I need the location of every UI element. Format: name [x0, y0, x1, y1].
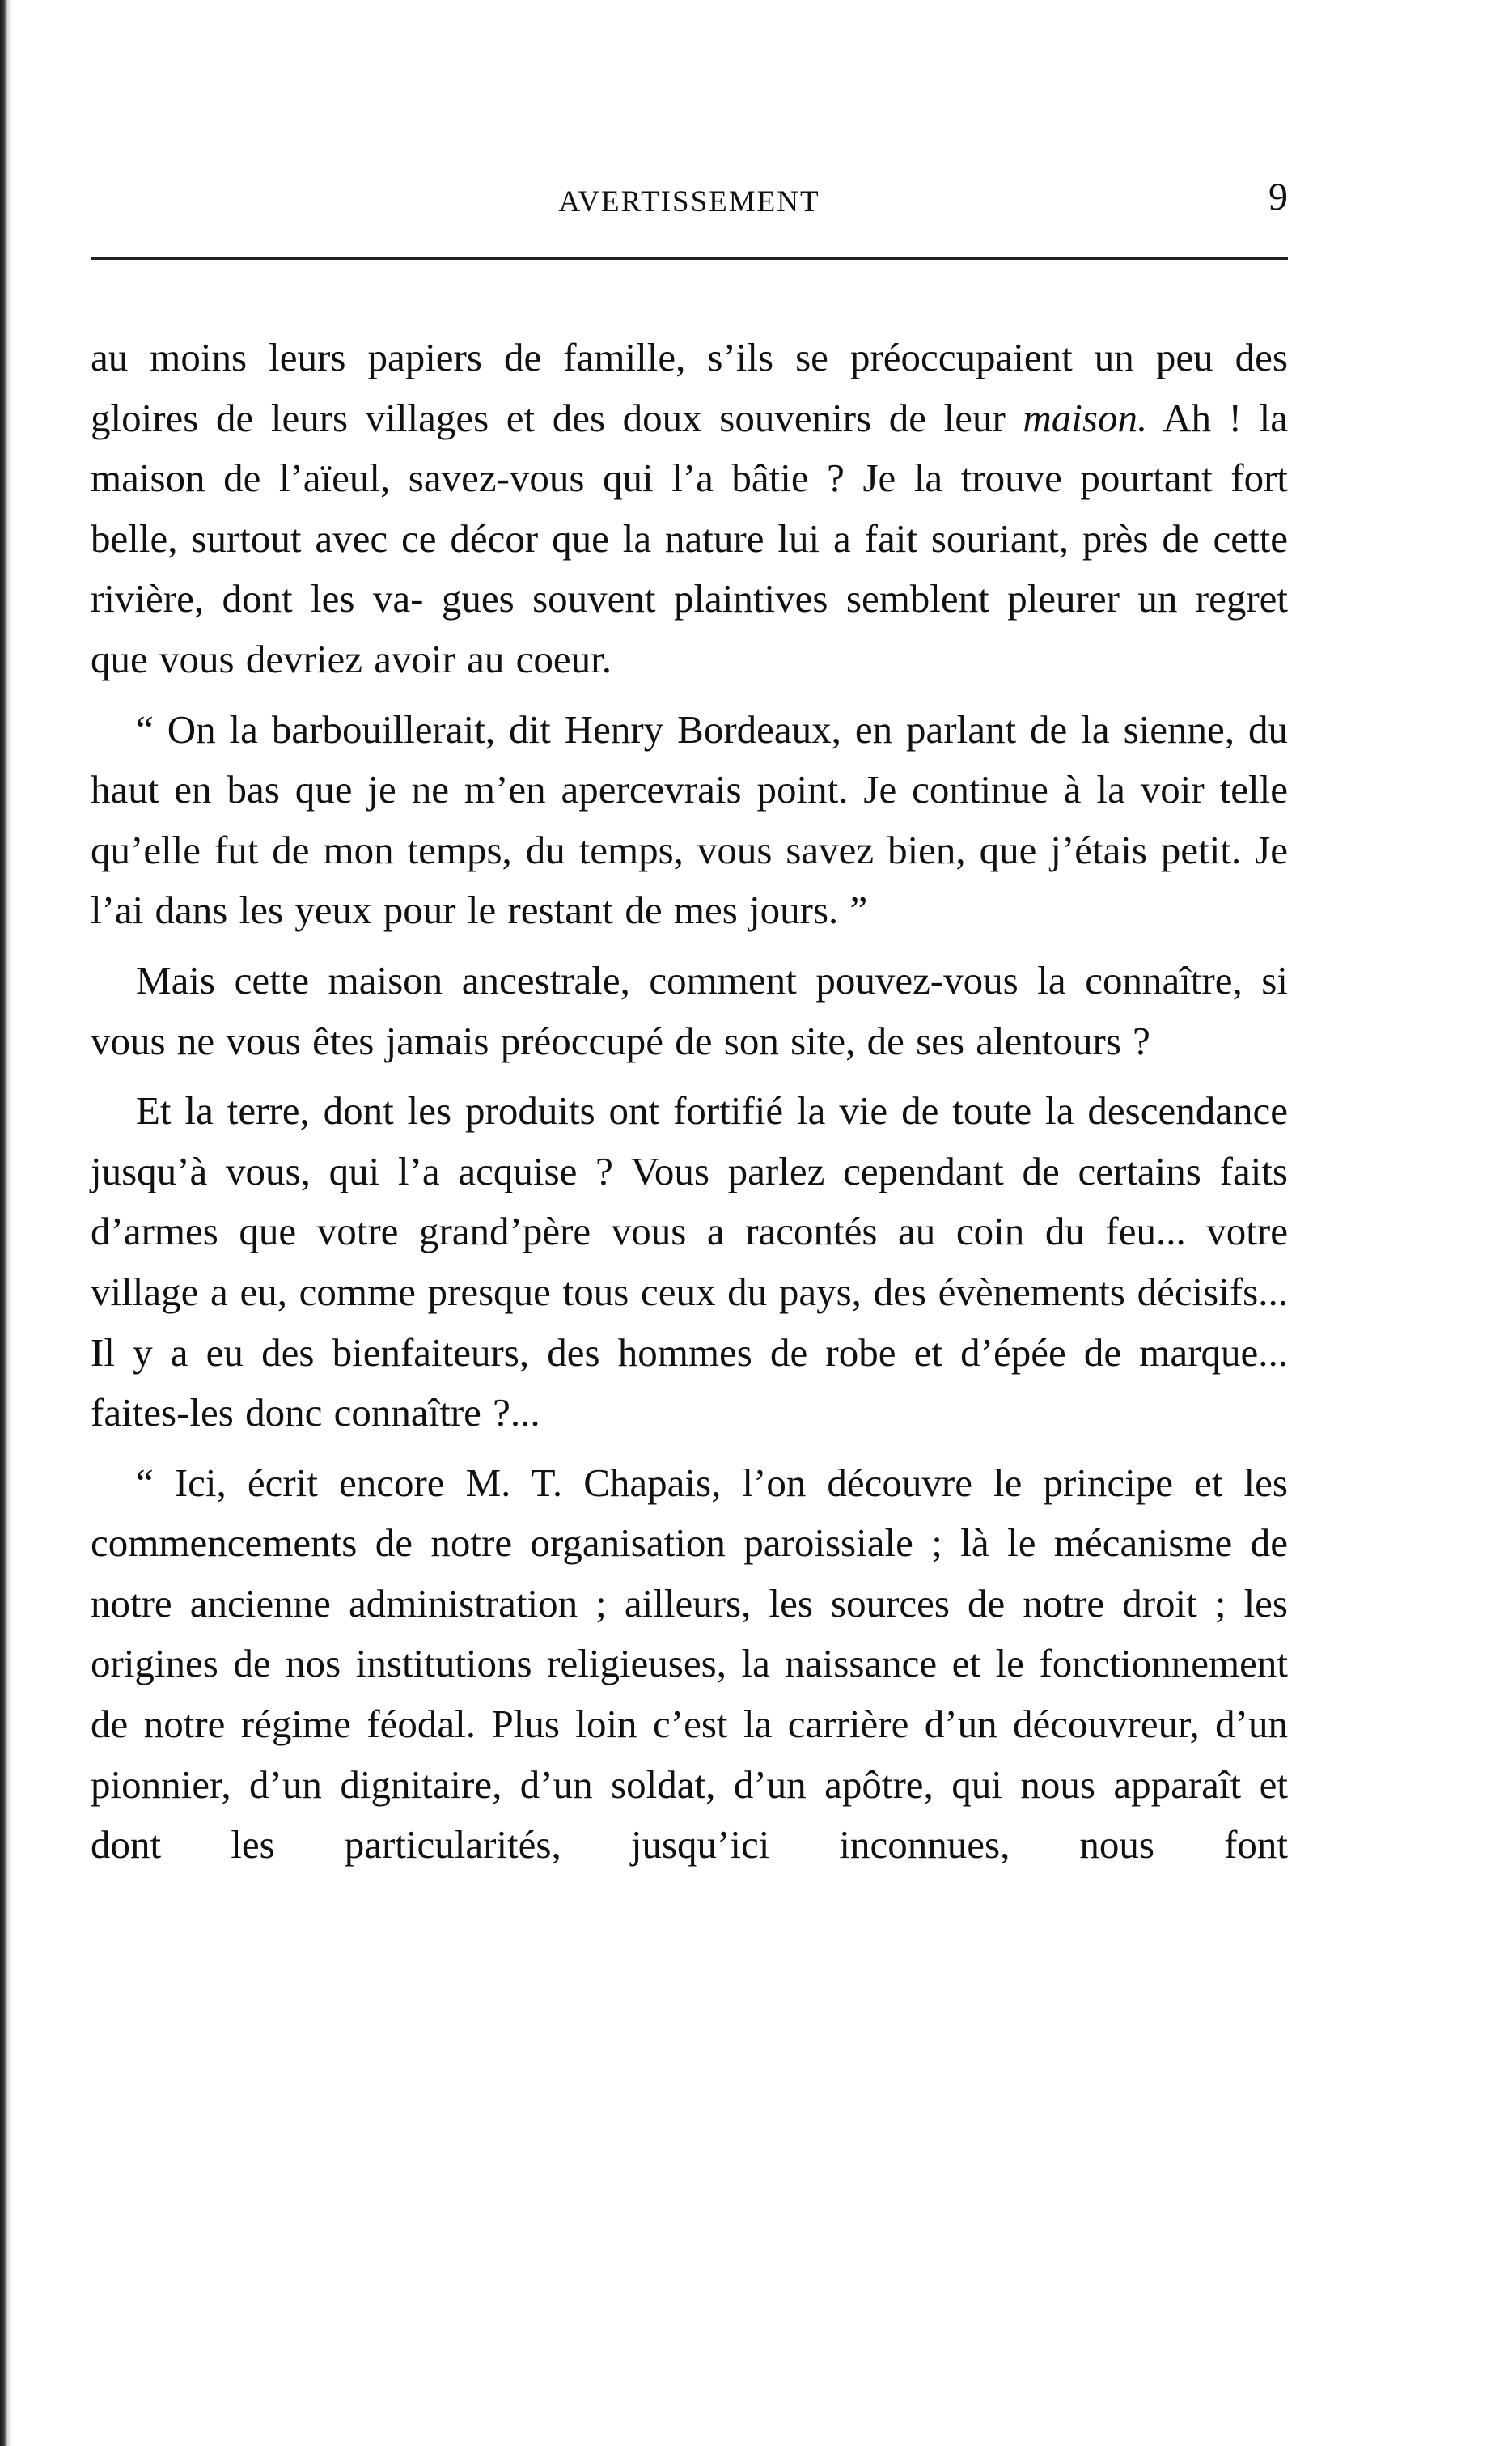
header-rule [91, 257, 1288, 260]
paragraph-1-line-2: peu des gloires de leurs villages et des doux souvenirs de leur [91, 335, 1288, 440]
italic-word-maison: maison. [1023, 395, 1148, 440]
paragraph-1-line-4: Je la trouve pourtant fort belle, surtout avec ce décor que la [91, 456, 1289, 561]
paragraph-1-line-5: nature lui a fait souriant, près de cette rivière, dont les va- [91, 515, 1288, 621]
binding-edge [0, 0, 11, 2446]
paragraph-1-line-3-rest: Ah ! la maison de l’aïeul, savez-vous qui l’a bâtie ? [91, 395, 1288, 501]
paragraph-5-quote-chapais: “ Ici, écrit encore M. T. Chapais, l’on découvre le principe et les commencements de notre organisation paroissiale ; là le mécanisme de notre ancienne administration ; ailleurs, les sources de notre droit ; les origines de nos institutions religieuses, la naissance et le fonctionnement de notre régime féodal. Plus loin c’est la carrière d’un découvreur, d’un pionnier, d’un dignitaire, d’un soldat, d’un apôtre, qui nous apparaît et dont les particularités, jusqu’ici inconnues, nous font [91, 1460, 1288, 1867]
paragraph-1-line-7: devriez avoir au coeur. [245, 636, 612, 681]
running-head [91, 176, 1288, 228]
book-page [91, 0, 1288, 2446]
paragraph-4: Et la terre, dont les produits ont fortifié la vie de toute la descendance jusqu’à vous, qui l’a acquise ? Vous parlez cependant de certains faits d’armes que votre grand’père vous a racontés au coin du feu... votre village a eu, comme presque tous ceux du pays, des évènements décisifs... Il y a eu des bienfaiteurs, des hommes de robe et d’épée de marque... faites-les donc connaître ?... [91, 1088, 1288, 1435]
paragraph-2-quote-bordeaux: “ On la barbouillerait, dit Henry Bordeaux, en parlant de la sienne, du haut en bas que je ne m’en apercevrais point. Je continue à la voir telle qu’elle fut de mon temps, du temps, vous savez bien, que j’étais petit. Je l’ai dans les yeux pour le restant de mes jours. ” [91, 706, 1288, 933]
body-text [91, 328, 1288, 1876]
paragraph-1 [91, 328, 1288, 690]
running-title: AVERTISSEMENT [558, 185, 820, 218]
paragraph-3: Mais cette maison ancestrale, comment pouvez-vous la connaître, si vous ne vous êtes jamais préoccupé de son site, de ses alentours ? [91, 957, 1288, 1063]
page-number: 9 [1268, 176, 1288, 218]
paragraph-1-line-1: au moins leurs papiers de famille, s’ils se préoccupaient un [91, 335, 1134, 379]
paragraph-1-line-6: gues souvent plaintives semblent pleurer un regret que vous [91, 576, 1288, 681]
